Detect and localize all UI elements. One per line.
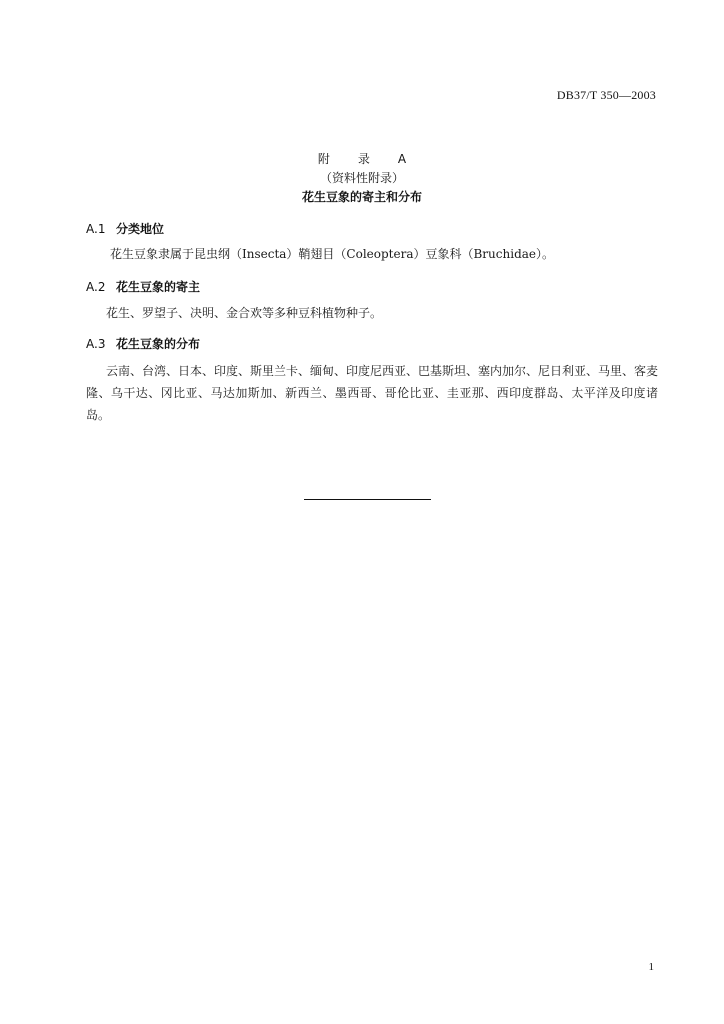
- section-heading-a2: [86, 278, 200, 295]
- section-number: A.2: [86, 280, 106, 294]
- section-body-a2: 花生、罗望子、决明、金合欢等多种豆科植物种子。: [106, 306, 383, 320]
- appendix-label: 附 录 A: [317, 152, 415, 166]
- document-code: DB37/T 350—2003: [556, 88, 656, 102]
- section-heading-a1: [86, 220, 164, 237]
- appendix-type: （资料性附录）: [319, 171, 404, 185]
- section-number: A.3: [86, 337, 106, 351]
- appendix-title: 花生豆象的寄主和分布: [301, 190, 422, 204]
- section-number: A.1: [86, 222, 106, 236]
- end-rule: [304, 499, 431, 500]
- section-title: 花生豆象的寄主: [116, 280, 201, 294]
- section-title: 分类地位: [116, 222, 165, 236]
- section-body-a1: 花生豆象隶属于昆虫纲（Insecta）鞘翅目（Coleoptera）豆象科（Bruchidae）。: [110, 247, 555, 261]
- section-body-a3: 云南、台湾、日本、印度、斯里兰卡、缅甸、印度尼西亚、巴基斯坦、塞内加尔、尼日利亚、马里、客麦隆、乌干达、冈比亚、马达加斯加、新西兰、墨西哥、哥伦比亚、圭亚那、西印度群岛、太平洋及印度诸岛。: [86, 364, 659, 422]
- appendix-heading: [0, 150, 724, 207]
- section-heading-a3: [86, 335, 200, 352]
- section-title: 花生豆象的分布: [116, 337, 201, 351]
- page-number: 1: [648, 961, 654, 973]
